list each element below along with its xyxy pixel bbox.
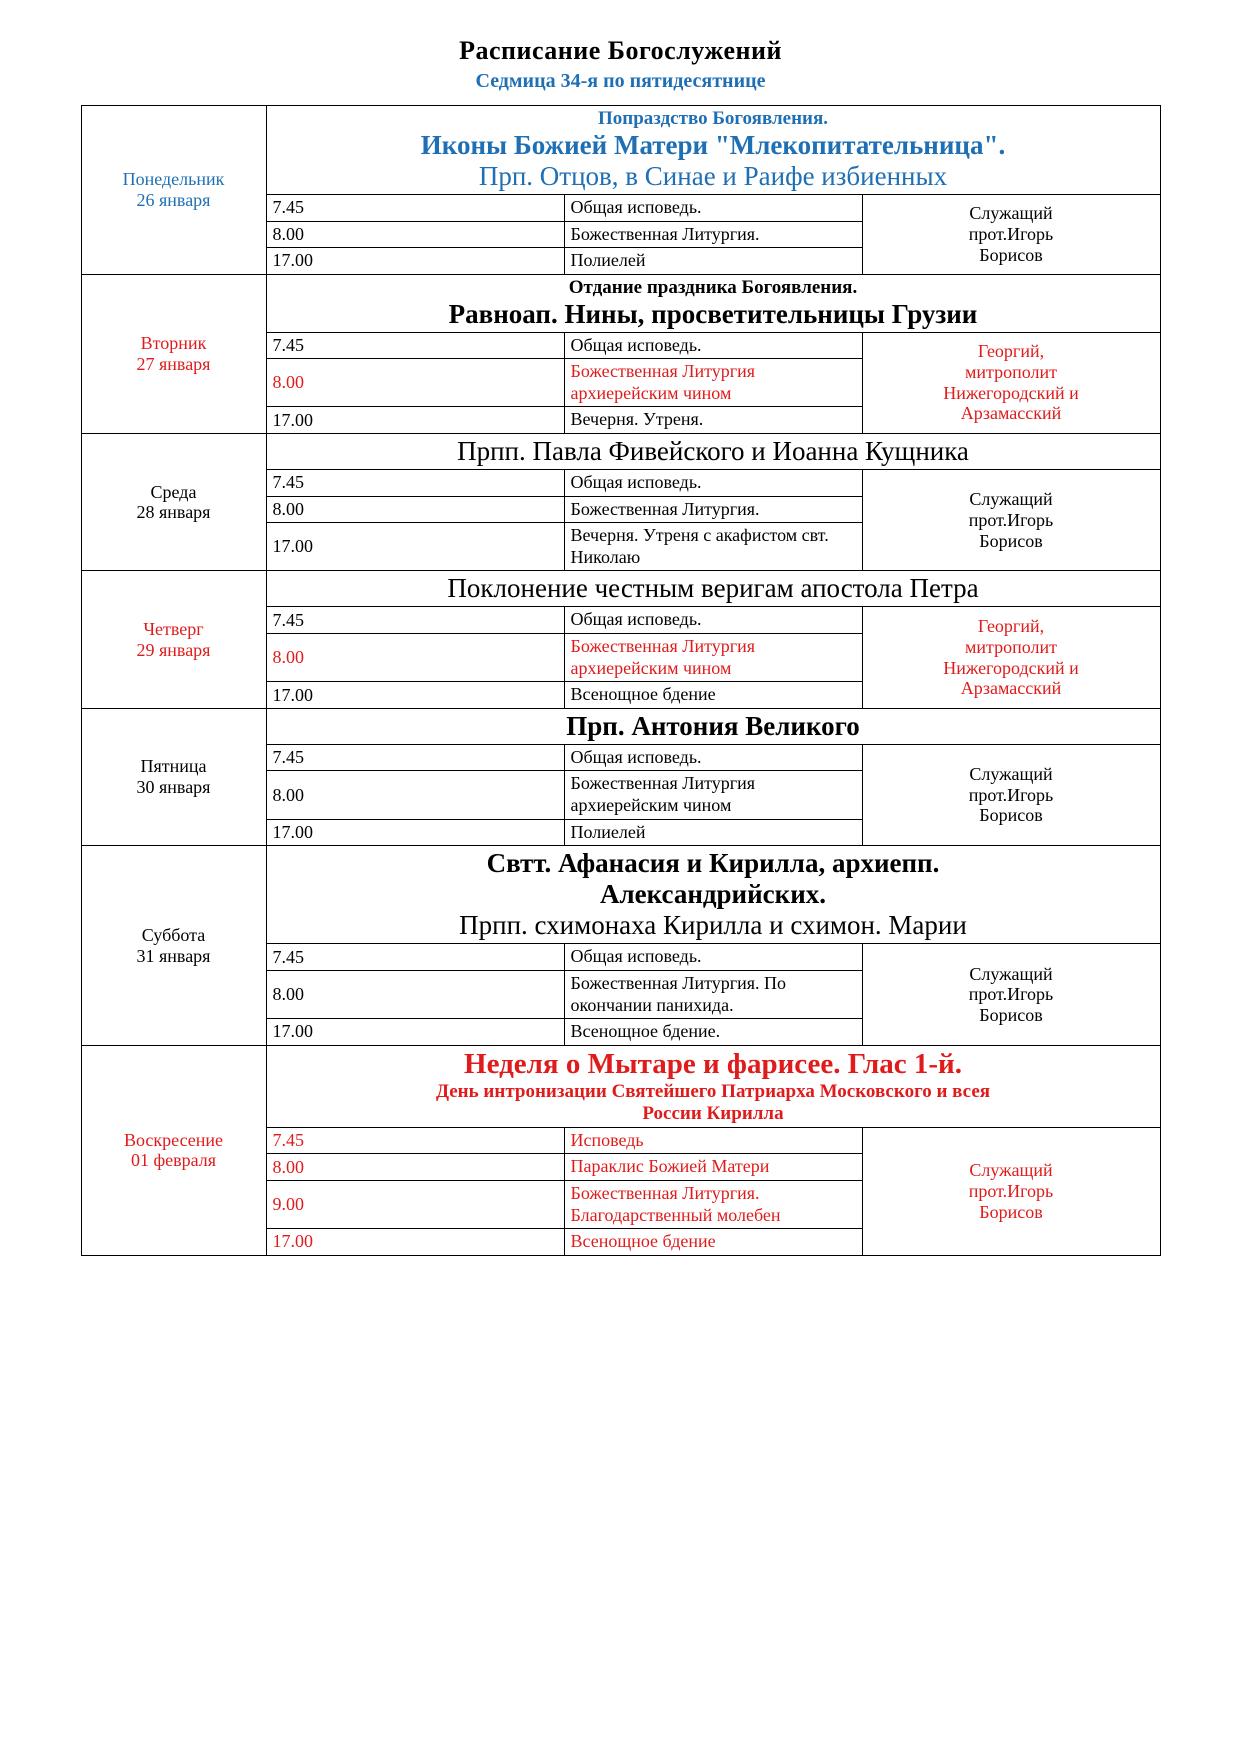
service-time: 7.45 xyxy=(266,607,564,634)
services-schedule-table xyxy=(81,105,1161,1256)
day-cell xyxy=(81,708,266,845)
service-time: 7.45 xyxy=(266,744,564,771)
feast-title-line: Равноап. Нины, просветительницы Грузии xyxy=(448,298,978,329)
day-name: Вторник xyxy=(140,333,207,354)
feast-title-cell xyxy=(266,1045,1160,1127)
clergy-line: Нижегородский и xyxy=(943,657,1079,678)
day-name: Понедельник xyxy=(122,169,225,190)
clergy-line: Борисов xyxy=(979,805,1043,826)
service-time: 17.00 xyxy=(266,1229,564,1256)
clergy-line: Служащий xyxy=(969,203,1053,224)
clergy-line: Борисов xyxy=(979,1004,1043,1025)
clergy-line: митрополит xyxy=(965,636,1057,657)
day-block-header-row xyxy=(81,106,1160,195)
service-time: 9.00 xyxy=(266,1180,564,1228)
day-date: 01 февраля xyxy=(130,1150,217,1171)
day-date: 29 января xyxy=(136,639,211,660)
service-time: 17.00 xyxy=(266,523,564,571)
service-time: 8.00 xyxy=(266,221,564,248)
service-description: Общая исповедь. xyxy=(564,470,862,497)
service-description: Вечерня. Утреня с акафистом свт. Николаю xyxy=(564,523,862,571)
day-cell xyxy=(81,106,266,275)
service-time: 8.00 xyxy=(266,1154,564,1181)
officiating-clergy-cell xyxy=(862,194,1160,274)
service-time: 17.00 xyxy=(266,819,564,846)
service-description: Вечерня. Утреня. xyxy=(564,407,862,434)
day-block-header-row xyxy=(81,1045,1160,1127)
service-time: 8.00 xyxy=(266,359,564,407)
service-time: 17.00 xyxy=(266,682,564,709)
day-block-header-row xyxy=(81,274,1160,332)
clergy-line: прот.Игорь xyxy=(968,784,1054,805)
day-name: Воскресение xyxy=(123,1129,224,1150)
feast-title-line: Неделя о Мытаре и фарисее. Глас 1-й. xyxy=(464,1047,962,1080)
feast-title-line: Поклонение честным веригам апостола Петра xyxy=(447,573,979,604)
clergy-line: Арзамасский xyxy=(960,678,1062,699)
day-name: Четверг xyxy=(143,618,204,639)
service-time: 7.45 xyxy=(266,944,564,971)
day-block-header-row xyxy=(81,571,1160,607)
day-name: Суббота xyxy=(141,924,206,945)
clergy-line: Служащий xyxy=(969,1160,1053,1181)
service-time: 17.00 xyxy=(266,248,564,275)
clergy-line: Нижегородский и xyxy=(943,382,1079,403)
schedule-body xyxy=(81,106,1160,1256)
service-description: Полиелей xyxy=(564,819,862,846)
clergy-line: прот.Игорь xyxy=(968,223,1054,244)
page-title: Расписание Богослужений xyxy=(459,36,782,65)
feast-title-line: Иконы Божией Матери "Млекопитательница". xyxy=(420,129,1006,160)
service-description: Параклис Божией Матери xyxy=(564,1154,862,1181)
service-description: Общая исповедь. xyxy=(564,744,862,771)
officiating-clergy-cell xyxy=(862,470,1160,571)
day-name: Пятница xyxy=(140,756,207,777)
service-description: Божественная Литургия архиерейским чином xyxy=(564,771,862,819)
service-time: 8.00 xyxy=(266,634,564,682)
officiating-clergy-cell xyxy=(862,1127,1160,1255)
clergy-line: Борисов xyxy=(979,530,1043,551)
service-description: Всенощное бдение xyxy=(564,682,862,709)
day-date: 26 января xyxy=(136,189,211,210)
service-time: 7.45 xyxy=(266,194,564,221)
day-cell xyxy=(81,846,266,1046)
officiating-clergy-cell xyxy=(862,607,1160,708)
clergy-line: прот.Игорь xyxy=(968,984,1054,1005)
service-time: 7.45 xyxy=(266,470,564,497)
service-time: 7.45 xyxy=(266,332,564,359)
feast-title-line: День интронизации Святейшего Патриарха Московского и всея xyxy=(435,1081,991,1103)
service-time: 17.00 xyxy=(266,407,564,434)
clergy-line: Служащий xyxy=(969,963,1053,984)
service-time: 17.00 xyxy=(266,1019,564,1046)
feast-title-line: Прпп. Павла Фивейского и Иоанна Кущника xyxy=(457,435,969,466)
clergy-line: Борисов xyxy=(979,1201,1043,1222)
day-block-header-row xyxy=(81,708,1160,744)
service-description: Божественная Литургия. xyxy=(564,496,862,523)
service-description: Всенощное бдение xyxy=(564,1229,862,1256)
feast-title-cell xyxy=(266,846,1160,944)
service-time: 8.00 xyxy=(266,970,564,1018)
officiating-clergy-cell xyxy=(862,744,1160,845)
day-date: 27 января xyxy=(136,353,211,374)
day-cell xyxy=(81,571,266,708)
service-description: Полиелей xyxy=(564,248,862,275)
feast-title-line: Александрийских. xyxy=(599,879,827,910)
feast-title-cell xyxy=(266,433,1160,469)
day-date: 28 января xyxy=(136,502,211,523)
day-cell xyxy=(81,433,266,570)
service-description: Общая исповедь. xyxy=(564,607,862,634)
feast-title-line: Прпп. схимонаха Кирилла и схимон. Марии xyxy=(459,910,967,941)
clergy-line: Служащий xyxy=(969,489,1053,510)
page-subtitle: Седмица 34-я по пятидесятнице xyxy=(475,70,766,92)
feast-title-cell xyxy=(266,708,1160,744)
feast-title-line: Прп. Отцов, в Синае и Раифе избиенных xyxy=(478,160,948,191)
feast-title-line: Отдание праздника Богоявления. xyxy=(568,276,858,298)
day-block-header-row xyxy=(81,433,1160,469)
service-description: Божественная Литургия. xyxy=(564,221,862,248)
feast-title-line: Попраздство Богоявления. xyxy=(597,108,828,129)
service-description: Общая исповедь. xyxy=(564,194,862,221)
day-name: Среда xyxy=(150,481,197,502)
feast-title-cell xyxy=(266,274,1160,332)
clergy-line: прот.Игорь xyxy=(968,1180,1054,1201)
day-block-header-row xyxy=(81,846,1160,944)
service-description: Божественная Литургия. По окончании панихида. xyxy=(564,970,862,1018)
feast-title-cell xyxy=(266,571,1160,607)
officiating-clergy-cell xyxy=(862,332,1160,433)
feast-title-line: Свтт. Афанасия и Кирилла, архиепп. xyxy=(486,848,940,879)
clergy-line: Георгий, xyxy=(977,616,1045,637)
clergy-line: Георгий, xyxy=(977,341,1045,362)
service-time: 8.00 xyxy=(266,496,564,523)
service-description: Общая исповедь. xyxy=(564,944,862,971)
service-description: Исповедь xyxy=(564,1127,862,1154)
service-time: 7.45 xyxy=(266,1127,564,1154)
feast-title-line: России Кирилла xyxy=(642,1102,784,1124)
clergy-line: прот.Игорь xyxy=(968,509,1054,530)
day-cell xyxy=(81,1045,266,1255)
clergy-line: Борисов xyxy=(979,244,1043,265)
service-description: Божественная Литургия архиерейским чином xyxy=(564,359,862,407)
service-description: Общая исповедь. xyxy=(564,332,862,359)
clergy-line: митрополит xyxy=(965,362,1057,383)
feast-title-cell xyxy=(266,106,1160,195)
service-description: Всенощное бдение. xyxy=(564,1019,862,1046)
day-date: 30 января xyxy=(136,777,211,798)
day-date: 31 января xyxy=(136,945,211,966)
day-cell xyxy=(81,274,266,433)
service-time: 8.00 xyxy=(266,771,564,819)
service-description: Божественная Литургия. Благодарственный молебен xyxy=(564,1180,862,1228)
clergy-line: Служащий xyxy=(969,764,1053,785)
clergy-line: Арзамасский xyxy=(960,403,1062,424)
service-description: Божественная Литургия архиерейским чином xyxy=(564,634,862,682)
feast-title-line: Прп. Антония Великого xyxy=(566,710,860,741)
officiating-clergy-cell xyxy=(862,944,1160,1045)
